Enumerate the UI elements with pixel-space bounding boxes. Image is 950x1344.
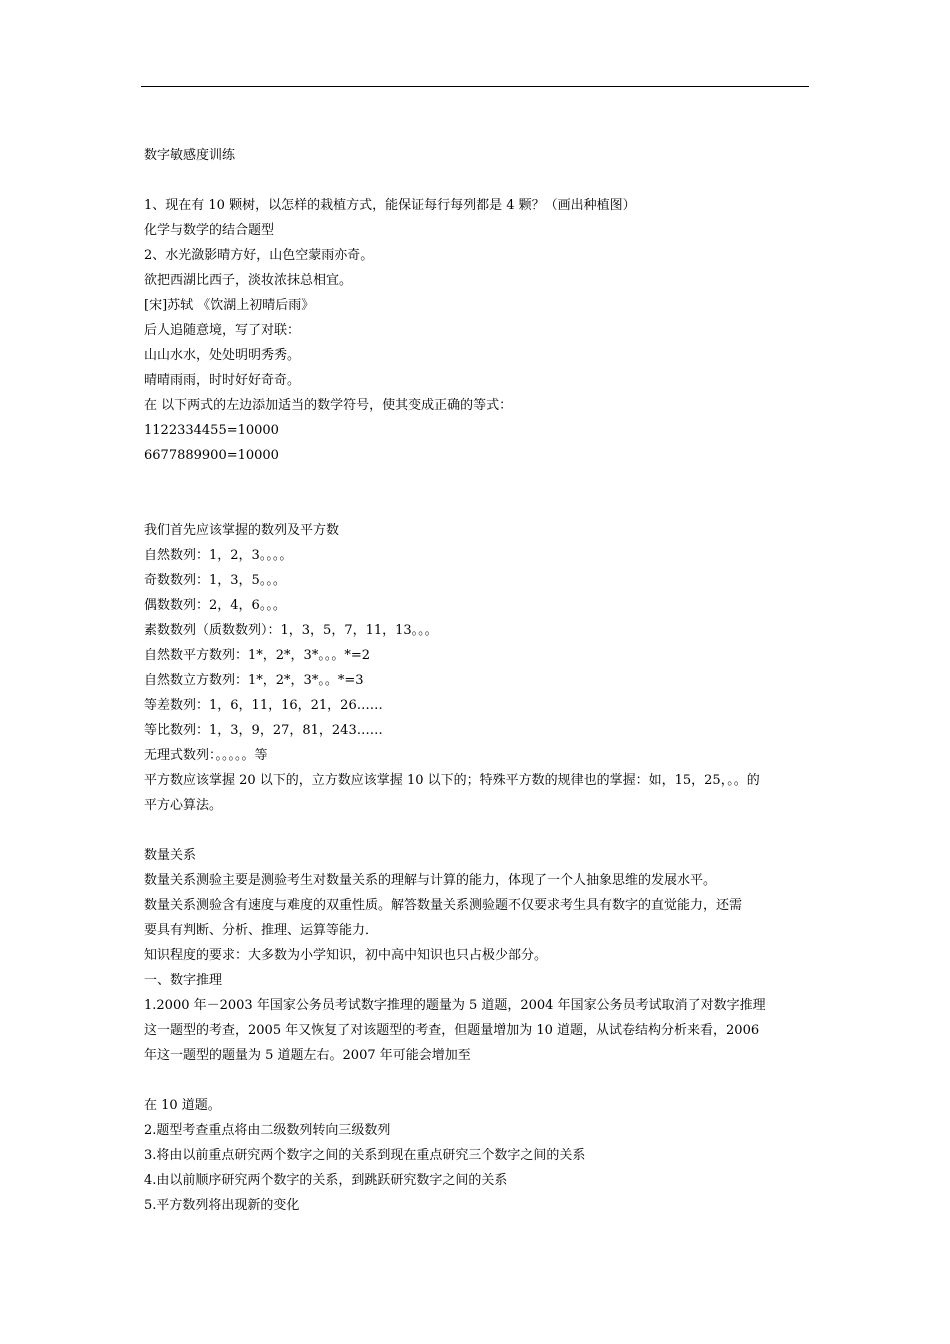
text-line: 这一题型的考查，2005 年又恢复了对该题型的考查，但题量增加为 10 道题，从试卷结构分析来看，2006 — [144, 1023, 760, 1038]
text-line: 偶数数列：2，4，6。。。 — [144, 598, 286, 613]
text-line: 山山水水，处处明明秀秀。 — [144, 348, 301, 363]
text-line: 后人追随意境，写了对联： — [144, 323, 301, 338]
text-line: 素数数列（质数数列）：1，3，5，7，11，13。。。 — [144, 623, 438, 638]
text-line: 自然数立方数列：1*，2*，3*。。*=3 — [144, 673, 364, 688]
section-title: 数量关系 — [144, 848, 197, 863]
text-line: 无理式数列：。。。。。等 — [144, 748, 268, 763]
text-line: 要具有判断、分析、推理、运算等能力． — [144, 923, 379, 938]
blank-line — [144, 493, 806, 518]
text-line: 欲把西湖比西子，淡妆浓抹总相宜。 — [144, 273, 353, 288]
section-title: 一、数字推理 — [144, 973, 223, 988]
text-line: 在 10 道题。 — [144, 1098, 221, 1113]
text-line: 1、现在有 10 颗树，以怎样的栽植方式，能保证每行每列都是 4 颗？（画出种植图） — [144, 198, 636, 213]
text-line: 自然数列：1，2，3。。。。 — [144, 548, 293, 563]
blank-line — [144, 818, 806, 843]
text-line: 等差数列：1，6，11，16，21，26…… — [144, 698, 383, 713]
text-line: 4.由以前顺序研究两个数字的关系，到跳跃研究数字之间的关系 — [144, 1173, 508, 1188]
text-line: 数量关系测验主要是测验考生对数量关系的理解与计算的能力，体现了一个人抽象思维的发展水平。 — [144, 873, 717, 888]
section-title: 我们首先应该掌握的数列及平方数 — [144, 523, 340, 538]
header-rule — [141, 86, 809, 87]
equation-line: 6677889900=10000 — [144, 448, 279, 463]
text-line: 数量关系测验含有速度与难度的双重性质。解答数量关系测验题不仅要求考生具有数字的直觉能力，还需 — [144, 898, 743, 913]
text-line: 3.将由以前重点研究两个数字之间的关系到现在重点研究三个数字之间的关系 — [144, 1148, 586, 1163]
text-line: 知识程度的要求：大多数为小学知识，初中高中知识也只占极少部分。 — [144, 948, 548, 963]
blank-line — [144, 168, 806, 193]
text-line: 5.平方数列将出现新的变化 — [144, 1198, 300, 1213]
text-line: 平方心算法。 — [144, 798, 223, 813]
text-line: 晴晴雨雨，时时好好奇奇。 — [144, 373, 301, 388]
section-title: 数字敏感度训练 — [144, 148, 236, 163]
text-line: 年这一题型的题量为 5 道题左右。2007 年可能会增加至 — [144, 1048, 471, 1063]
text-line: 化学与数学的结合题型 — [144, 223, 275, 238]
text-line: 自然数平方数列：1*，2*，3*。。。*=2 — [144, 648, 370, 663]
equation-line: 1122334455=10000 — [144, 423, 279, 438]
text-line: 2、水光潋影晴方好，山色空蒙雨亦奇。 — [144, 248, 374, 263]
text-line: 平方数应该掌握 20 以下的，立方数应该掌握 10 以下的；特殊平方数的规律也的掌握：如，15，25，。。的 — [144, 773, 760, 788]
blank-line — [144, 468, 806, 493]
document-body — [144, 143, 806, 1218]
blank-line — [144, 1068, 806, 1093]
text-line: [宋]苏轼 《饮湖上初晴后雨》 — [144, 298, 315, 313]
text-line: 1.2000 年－2003 年国家公务员考试数字推理的题量为 5 道题，2004 年国家公务员考试取消了对数字推理 — [144, 998, 766, 1013]
text-line: 在 以下两式的左边添加适当的数学符号，使其变成正确的等式： — [144, 398, 513, 413]
text-line: 奇数数列：1，3，5。。。 — [144, 573, 286, 588]
text-line: 等比数列：1，3，9，27，81，243…… — [144, 723, 383, 738]
text-line: 2.题型考查重点将由二级数列转向三级数列 — [144, 1123, 391, 1138]
